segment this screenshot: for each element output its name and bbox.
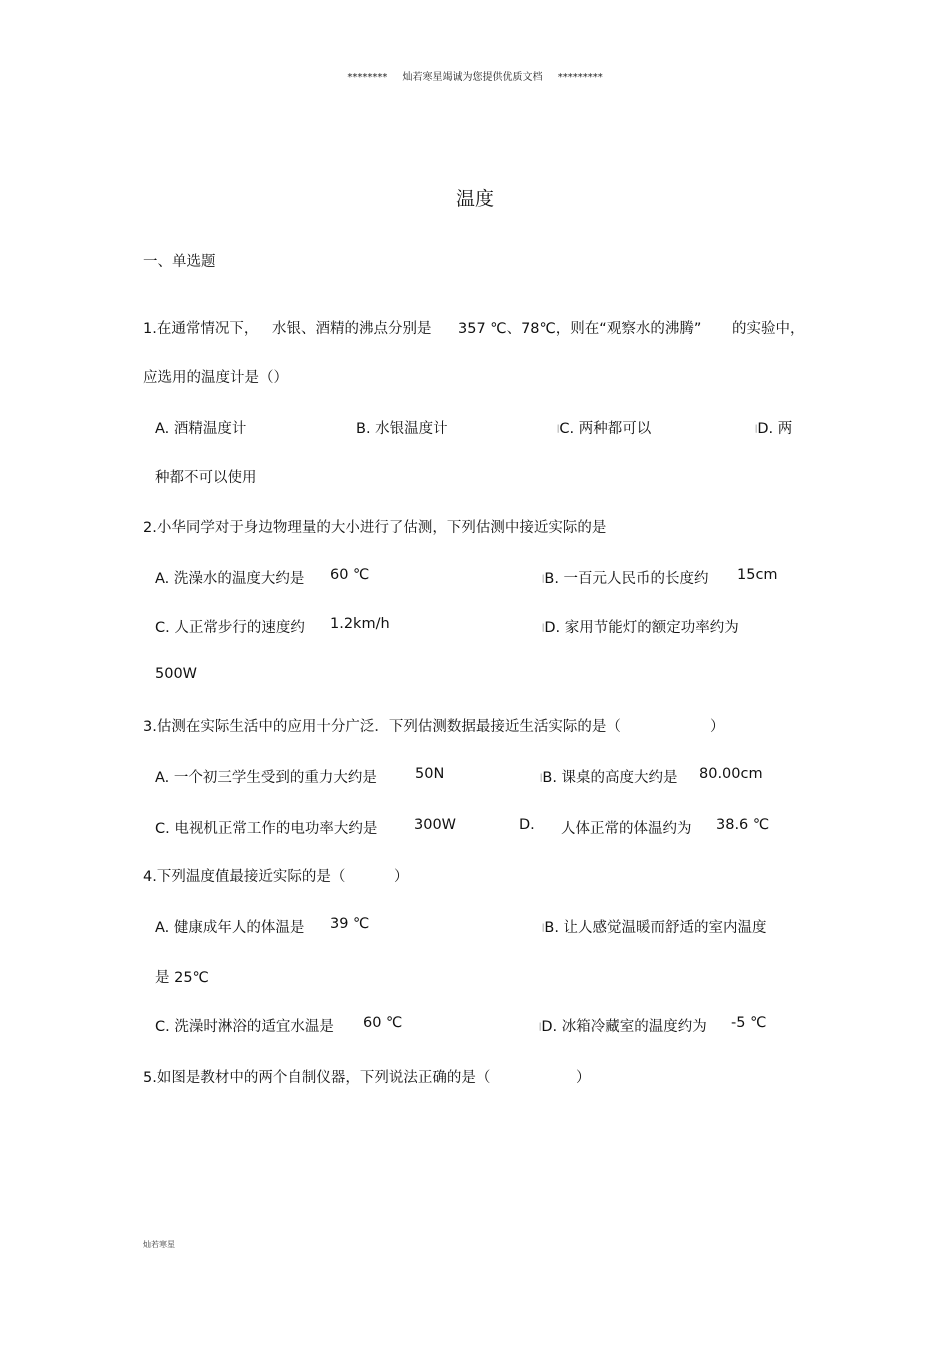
q5-stem: 5.如图是教材中的两个自制仪器，下列说法正确的是（ — [143, 1070, 491, 1086]
q2-option-c: C. 人正常步行的速度约 — [155, 620, 305, 636]
layout-marker-icon: ▕ — [553, 425, 559, 433]
page-header — [0, 68, 950, 83]
q3-option-b-text: B. 课桌的高度大约是 — [542, 770, 678, 786]
q3-option-d-value: 38.6 ℃ — [716, 817, 770, 833]
q2-option-b-value: 15cm — [737, 567, 778, 583]
page-footer: 灿若寒星 — [143, 1240, 175, 1249]
q2-option-a-value: 60 ℃ — [330, 567, 370, 583]
q4-option-b-text: B. 让人感觉温暖而舒适的室内温度 — [544, 920, 767, 936]
q1-stem-part-b: 水银、酒精的沸点分别是 — [272, 321, 432, 337]
q4-option-d — [535, 1015, 707, 1036]
header-stars-left: ******** — [347, 72, 388, 83]
q3-option-b — [536, 766, 678, 787]
q1-option-a: A. 酒精温度计 — [155, 421, 247, 437]
header-text: 灿若寒星竭诚为您提供优质文档 — [402, 72, 543, 83]
q1-stem-line2: 应选用的温度计是（） — [143, 370, 288, 386]
q4-stem: 4.下列温度值最接近实际的是（ — [143, 869, 346, 885]
q1-option-c — [553, 417, 651, 438]
q4-option-c-value: 60 ℃ — [363, 1015, 403, 1031]
q2-option-d — [538, 616, 739, 637]
q4-option-d-value: -5 ℃ — [731, 1015, 767, 1031]
q2-option-d-continued: 500W — [155, 666, 198, 682]
layout-marker-icon: ▕ — [751, 425, 757, 433]
q2-option-b-text: B. 一百元人民币的长度约 — [544, 571, 709, 587]
q4-option-a: A. 健康成年人的体温是 — [155, 920, 305, 936]
q2-option-b — [538, 567, 709, 588]
q4-option-b-continued: 是 25℃ — [155, 970, 209, 986]
q1-option-d-continued: 种都不可以使用 — [155, 470, 257, 486]
q1-option-d-text: D. 两 — [757, 421, 793, 437]
q4-stem-end: ） — [394, 869, 409, 885]
q1-option-d — [751, 417, 792, 438]
section-heading: 一、单选题 — [143, 254, 216, 270]
layout-marker-icon: ▕ — [535, 1023, 541, 1031]
q3-option-b-value: 80.00cm — [699, 766, 763, 782]
q2-option-c-value: 1.2km/h — [330, 616, 390, 632]
q4-option-a-value: 39 ℃ — [330, 916, 370, 932]
q1-stem-part-c: 357 ℃、78℃，则在“观察水的沸腾” — [458, 321, 702, 337]
header-stars-right: ********* — [557, 72, 603, 83]
q4-option-b — [538, 916, 767, 937]
document-title: 温度 — [455, 188, 494, 210]
q4-option-c: C. 洗澡时淋浴的适宜水温是 — [155, 1019, 334, 1035]
q3-option-c-value: 300W — [414, 817, 457, 833]
q3-option-a-value: 50N — [415, 766, 445, 782]
q3-stem-end: ） — [710, 719, 725, 735]
q2-option-d-text: D. 家用节能灯的额定功率约为 — [544, 620, 739, 636]
q3-stem: 3.估测在实际生活中的应用十分广泛．下列估测数据最接近生活实际的是（ — [143, 719, 621, 735]
q3-option-a: A. 一个初三学生受到的重力大约是 — [155, 770, 377, 786]
q3-option-c: C. 电视机正常工作的电功率大约是 — [155, 821, 378, 837]
layout-marker-icon: ▕ — [538, 575, 544, 583]
q5-stem-end: ） — [576, 1070, 591, 1086]
layout-marker-icon: ▕ — [538, 624, 544, 632]
q1-option-c-text: C. 两种都可以 — [559, 421, 652, 437]
q1-stem-part-d: 的实验中， — [732, 321, 805, 337]
q1-option-b: B. 水银温度计 — [356, 421, 448, 437]
layout-marker-icon: ▕ — [538, 924, 544, 932]
q4-option-d-text: D. 冰箱冷藏室的温度约为 — [541, 1019, 707, 1035]
q1-stem-part-a: 1.在通常情况下， — [143, 321, 259, 337]
q2-stem: 2.小华同学对于身边物理量的大小进行了估测，下列估测中接近实际的是 — [143, 520, 607, 536]
q3-option-d-text: 人体正常的体温约为 — [561, 821, 692, 837]
q3-option-d: D. — [519, 817, 535, 833]
q2-option-a: A. 洗澡水的温度大约是 — [155, 571, 305, 587]
layout-marker-icon: ▕ — [536, 774, 542, 782]
